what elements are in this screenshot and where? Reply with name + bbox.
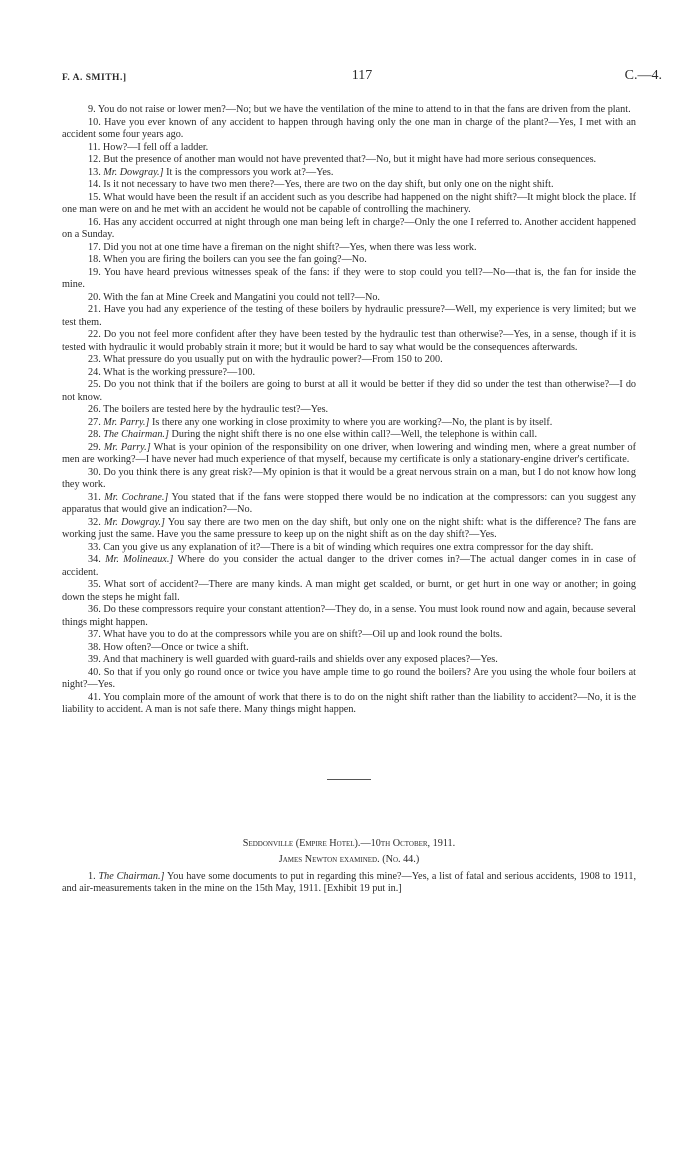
qa-paragraph — [62, 117, 636, 142]
paragraph-text: So that if you only go round once or twice you have ample time to go round the boilers? Are you using the whole four boilers at night?—Yes. — [62, 666, 637, 690]
paragraph-text: You have heard previous witnesses speak of the fans: if they were to stop could you tell?—No—that is, the fan for inside the mine. — [62, 266, 636, 290]
paragraph-number: 14. — [88, 179, 101, 190]
paragraph-number: 15. — [88, 191, 101, 203]
paragraph-number: 41. — [88, 691, 101, 703]
paragraph-text: Did you not at one time have a fireman on the night shift?—Yes, when there was less work. — [103, 241, 477, 253]
paragraph-text: You stated that if the fans were stopped there would be no indication at the compressors: can you suggest any apparatus that would give an indication?—No. — [62, 491, 637, 515]
paragraph-text: How?—I fell off a ladder. — [102, 141, 209, 153]
qa-paragraph — [62, 304, 636, 329]
qa-paragraph — [62, 871, 636, 896]
qa-paragraph — [62, 329, 636, 354]
qa-paragraph — [62, 142, 636, 155]
paragraph-text: Where do you consider the actual danger to the driver comes in?—The actual danger comes in in case of accident. — [62, 554, 636, 578]
question-answer-list — [62, 104, 636, 717]
paragraph-number: 13. — [88, 166, 101, 178]
paragraph-text: Do these compressors require your constant attention?—They do, in a sense. You must look round now and again, because several things might happen. — [62, 604, 636, 628]
qa-paragraph — [62, 417, 636, 430]
qa-paragraph — [62, 629, 636, 642]
paragraph-number: 28. — [88, 429, 101, 440]
qa-paragraph — [62, 104, 636, 117]
page-header — [62, 70, 662, 86]
paragraph-number: 26. — [88, 404, 101, 415]
speaker-name: Mr. Dowgray.] — [103, 166, 164, 178]
speaker-name: The Chairman.] — [103, 429, 169, 440]
qa-paragraph — [62, 367, 636, 380]
paragraph-number: 18. — [88, 254, 101, 265]
paragraph-text: What would have been the result if an accident such as you describe had happened on the night shift?—It might block the place. If one man were on and he met with an accident he would not be capable of controlling the machinery. — [62, 191, 636, 215]
paragraph-text: What have you to do at the compressors while you are on shift?—Oil up and look round the bolts. — [103, 629, 503, 640]
qa-paragraph — [62, 654, 636, 667]
qa-paragraph — [62, 667, 636, 692]
paragraph-number: 38. — [88, 641, 101, 653]
paragraph-text: What pressure do you usually put on with the hydraulic power?—From 150 to 200. — [103, 354, 443, 365]
paragraph-number: 23. — [88, 354, 101, 365]
paragraph-text: Is it not necessary to have two men there?—Yes, there are two on the day shift, but only one on the night shift. — [103, 179, 554, 190]
paragraph-text: Can you give us any explanation of it?—There is a bit of winding which requires one extra compressor for the day shift. — [103, 541, 594, 553]
paragraph-number: 29. — [88, 441, 101, 453]
paragraph-text: What is the working pressure?—100. — [103, 366, 256, 378]
qa-paragraph — [62, 429, 636, 442]
speaker-name: Mr. Cochrane.] — [104, 491, 169, 503]
paragraph-text: With the fan at Mine Creek and Mangatini you could not tell?—No. — [103, 291, 380, 303]
qa-paragraph — [62, 217, 636, 242]
qa-paragraph — [62, 604, 636, 629]
paragraph-number: 36. — [88, 604, 101, 615]
qa-paragraph — [62, 292, 636, 305]
paragraph-number: 10. — [88, 116, 101, 128]
qa-paragraph — [62, 154, 636, 167]
paragraph-number: 39. — [88, 654, 101, 665]
paragraph-text: Is there any one working in close proximity to where you are working?—No, the plant is by itself. — [151, 416, 553, 428]
qa-paragraph — [62, 467, 636, 492]
qa-paragraph — [62, 404, 636, 417]
qa-paragraph — [62, 492, 636, 517]
qa-paragraph — [62, 579, 636, 604]
paragraph-text: You have some documents to put in regarding this mine?—Yes, a list of fatal and serious accidents, 1908 to 1911, and air-measurements taken in the mine on the 15th May, 1911. [Exhibit 19 put in.] — [62, 870, 637, 894]
qa-paragraph — [62, 517, 636, 542]
section-question-list — [62, 871, 636, 896]
paragraph-text: How often?—Once or twice a shift. — [103, 641, 249, 653]
paragraph-number: 17. — [88, 241, 101, 253]
paragraph-number: 1. — [88, 870, 96, 882]
paragraph-text: The boilers are tested here by the hydraulic test?—Yes. — [103, 404, 329, 415]
paragraph-text: When you are firing the boilers can you see the fan going?—No. — [103, 254, 367, 265]
paragraph-number: 20. — [88, 291, 101, 303]
header-witness-name: F. A. SMITH.] — [62, 73, 127, 83]
section-divider — [327, 779, 371, 780]
document-body — [62, 104, 636, 896]
paragraph-text: Has any accident occurred at night through one man being left in charge?—Only the one I referred to. Another accident happened on a Sunday. — [62, 216, 636, 240]
witness-line — [62, 854, 636, 867]
speaker-name: Mr. Dowgray.] — [103, 516, 165, 528]
paragraph-text: You do not raise or lower men?—No; but we have the ventilation of the mine to attend to in that the fans are driven from the plant. — [97, 104, 631, 115]
paragraph-text: Have you had any experience of the testing of these boilers by hydraulic pressure?—Well, my experience is very limited; but we test them. — [62, 304, 636, 328]
paragraph-number: 9. — [88, 104, 96, 115]
speaker-name: Mr. Parry.] — [103, 416, 150, 428]
speaker-name: Mr. Parry.] — [103, 441, 151, 453]
page-number: 117 — [351, 68, 373, 83]
paragraph-number: 22. — [88, 329, 101, 340]
paragraph-number: 37. — [88, 629, 101, 640]
qa-paragraph — [62, 242, 636, 255]
paragraph-text: Do you think there is any great risk?—My opinion is that it would be a great nervous strain on a man, but I do not know how long they work. — [62, 466, 636, 490]
qa-paragraph — [62, 267, 636, 292]
paragraph-text: What sort of accident?—There are many kinds. A man might get scalded, or burnt, or get hurt in one way or another; in going down the steps he might fall. — [62, 579, 636, 603]
paragraph-text: And that machinery is well guarded with guard-rails and shields over any exposed places?—Yes. — [102, 654, 498, 665]
qa-paragraph — [62, 554, 636, 579]
qa-paragraph — [62, 442, 636, 467]
paragraph-number: 34. — [88, 554, 101, 565]
paragraph-text: You say there are two men on the day shift, but only one on the night shift: what is the difference? The fans are working just the same. Have you the same pressure to keep up on the night shift as on the day shift?—Yes. — [62, 516, 636, 540]
qa-paragraph — [62, 192, 636, 217]
paragraph-text: But the presence of another man would not have prevented that?—No, but it might have had more serious consequences. — [103, 154, 597, 165]
paragraph-number: 21. — [88, 304, 101, 315]
qa-paragraph — [62, 379, 636, 404]
paragraph-text: Do you not think that if the boilers are going to burst at all it would be better if they did so under the test than otherwise?—I do not know. — [62, 379, 637, 403]
paragraph-number: 11. — [88, 141, 101, 153]
paragraph-number: 16. — [88, 216, 101, 228]
section-heading: Seddonville (Empire Hotel).—10th October, 1911. — [242, 837, 456, 849]
qa-paragraph — [62, 167, 636, 180]
paragraph-number: 12. — [88, 154, 101, 165]
paragraph-number: 27. — [88, 416, 101, 428]
paragraph-number: 32. — [88, 516, 101, 528]
paragraph-text: You complain more of the amount of work that there is to do on the night shift rather than the liability to accident?—No, it is the liability to accident. A man is not safe there. Many things might happen. — [62, 691, 636, 715]
qa-paragraph — [62, 354, 636, 367]
paragraph-number: 24. — [88, 366, 101, 378]
paragraph-number: 31. — [88, 491, 101, 503]
paragraph-text: It is the compressors you work at?—Yes. — [166, 166, 334, 178]
paragraph-text: What is your opinion of the responsibility on one driver, when lowering and winding men, where a great number of men are working?—I have never had much experience of that myself, because my certificate is only a stationary-engine driver's certificate. — [62, 441, 636, 465]
speaker-name: Mr. Molineaux.] — [105, 554, 174, 565]
paragraph-text: Have you ever known of any accident to happen through having only the one man in charge of the plant?—Yes, I met with an accident some four years ago. — [62, 116, 637, 140]
paragraph-number: 19. — [88, 266, 101, 278]
qa-paragraph — [62, 542, 636, 555]
paragraph-text: During the night shift there is no one else within call?—Well, the telephone is within call. — [171, 429, 538, 440]
qa-paragraph — [62, 692, 636, 717]
qa-paragraph — [62, 254, 636, 267]
witness-statement: James Newton examined. (No. 44.) — [278, 854, 420, 865]
paragraph-number: 35. — [88, 579, 101, 590]
paragraph-number: 30. — [88, 466, 101, 478]
speaker-name: The Chairman.] — [98, 870, 165, 882]
paragraph-number: 33. — [88, 541, 101, 553]
qa-paragraph — [62, 179, 636, 192]
paragraph-number: 25. — [88, 379, 101, 390]
document-reference: C.—4. — [624, 68, 662, 83]
paragraph-number: 40. — [88, 666, 101, 678]
qa-paragraph — [62, 642, 636, 655]
paragraph-text: Do you not feel more confident after they have been tested by the hydraulic test than otherwise?—Yes, in a sense, though if it is tested with hydraulic it would probably strain it more; but it would be hard to say what would be the consequences afterwards. — [62, 329, 637, 353]
